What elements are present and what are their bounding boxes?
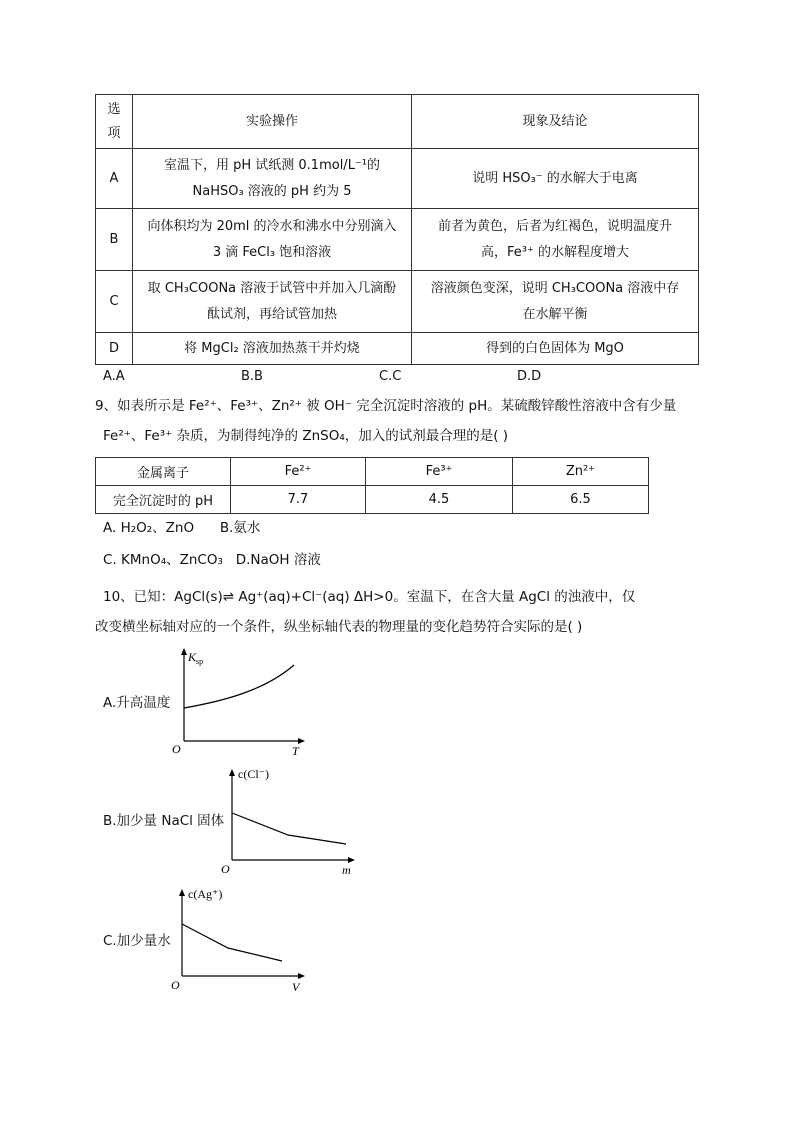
table-row <box>96 209 699 271</box>
table-cell: Zn²⁺ <box>513 458 649 486</box>
row-result <box>412 149 699 209</box>
q8-table <box>95 94 699 365</box>
res-line: 得到的白色固体为 MgO <box>486 340 624 356</box>
table-row <box>96 458 649 486</box>
res-line: 溶液颜色变深，说明 CH₃COONa 溶液中存 <box>430 280 680 296</box>
table-row <box>96 95 699 149</box>
origin-label: O <box>172 742 181 756</box>
table-row <box>96 486 649 514</box>
table-cell: 金属离子 <box>96 458 231 486</box>
y-axis-label: c(Cl⁻) <box>238 767 269 781</box>
x-axis-label: V <box>292 980 300 994</box>
op-line: 取 CH₃COONa 溶液于试管中并加入几滴酚 <box>147 280 397 296</box>
graph-c-label[interactable]: C.加少量水 <box>103 933 171 949</box>
res-line: 前者为黄色，后者为红褐色，说明温度升 <box>437 218 672 234</box>
y-axis-arrow <box>229 769 235 776</box>
row-operation <box>133 209 412 271</box>
q10-stem-line2: 改变横坐标轴对应的一个条件，纵坐标轴代表的物理量的变化趋势符合实际的是( ) <box>95 619 583 635</box>
curve <box>182 924 282 961</box>
res-line: 在水解平衡 <box>522 306 588 322</box>
q9-options-line2[interactable]: C. KMnO₄、ZnCO₃ D.NaOH 溶液 <box>103 552 321 568</box>
q9-options-line1[interactable]: A. H₂O₂、ZnO B.氨水 <box>103 520 261 536</box>
x-axis-arrow <box>298 738 305 744</box>
q8-option-c[interactable]: C.C <box>379 369 402 384</box>
q10-stem-line1: 10、已知：AgCl(s)⇌ Ag⁺(aq)+Cl⁻(aq) ΔH>0。室温下，在含大量 AgCl 的浊液中，仅 <box>103 589 636 605</box>
q8-option-d[interactable]: D.D <box>517 369 542 384</box>
row-operation <box>133 149 412 209</box>
row-option: B <box>96 209 133 271</box>
x-axis-label: T <box>292 744 299 757</box>
curve <box>184 665 294 708</box>
row-result <box>412 209 699 271</box>
q9-stem-line1: 9、如表所示是 Fe²⁺、Fe³⁺、Zn²⁺ 被 OH⁻ 完全沉淀时溶液的 pH。某硫酸锌酸性溶液中含有少量 <box>95 398 677 414</box>
table-row <box>96 333 699 365</box>
op-line: 将 MgCl₂ 溶液加热蒸干并灼烧 <box>184 340 360 356</box>
y-axis-sub: sp <box>196 657 204 666</box>
row-operation <box>133 271 412 333</box>
row-option: C <box>96 271 133 333</box>
header-option: 选 项 <box>96 95 133 149</box>
x-axis-arrow <box>298 973 305 979</box>
table-cell: 6.5 <box>513 486 649 514</box>
op-line: 向体积均为 20ml 的冷水和沸水中分别滴入 <box>147 218 397 234</box>
graph-b-label[interactable]: B.加少量 NaCl 固体 <box>103 813 225 829</box>
row-option: A <box>96 149 133 209</box>
q9-stem-line2: Fe²⁺、Fe³⁺ 杂质，为制得纯净的 ZnSO₄，加入的试剂最合理的是( ) <box>103 428 509 444</box>
x-axis-label: m <box>342 863 351 877</box>
table-cell: Fe²⁺ <box>231 458 366 486</box>
origin-label: O <box>171 978 180 992</box>
q8-option-a[interactable]: A.A <box>103 369 125 384</box>
res-line: 高，Fe³⁺ 的水解程度增大 <box>481 244 629 260</box>
y-axis-arrow <box>179 889 185 896</box>
table-cell: Fe³⁺ <box>366 458 513 486</box>
q9-table <box>95 457 649 514</box>
header-operation: 实验操作 <box>133 95 412 149</box>
row-result <box>412 333 699 365</box>
row-operation <box>133 333 412 365</box>
y-axis-label: c(Ag⁺) <box>188 887 223 901</box>
res-line: 说明 HSO₃⁻ 的水解大于电离 <box>472 170 638 186</box>
row-result <box>412 271 699 333</box>
origin-label: O <box>221 862 230 876</box>
graph-b <box>218 760 358 882</box>
table-row <box>96 149 699 209</box>
op-line: 酞试剂，再给试管加热 <box>206 306 337 322</box>
graph-a <box>168 645 308 757</box>
curve <box>232 813 346 844</box>
row-option: D <box>96 333 133 365</box>
op-line: 3 滴 FeCl₃ 饱和溶液 <box>212 244 332 260</box>
table-cell: 完全沉淀时的 pH <box>96 486 231 514</box>
graph-c <box>168 884 308 996</box>
table-cell: 7.7 <box>231 486 366 514</box>
table-row <box>96 271 699 333</box>
graph-a-label[interactable]: A.升高温度 <box>103 695 171 711</box>
header-result: 现象及结论 <box>412 95 699 149</box>
op-line: NaHSO₃ 溶液的 pH 约为 5 <box>192 183 352 199</box>
q8-option-b[interactable]: B.B <box>241 369 263 384</box>
y-axis-arrow <box>181 648 187 655</box>
y-axis-label: K <box>188 650 197 664</box>
table-cell: 4.5 <box>366 486 513 514</box>
op-line: 室温下，用 pH 试纸测 0.1mol/L⁻¹的 <box>163 157 381 173</box>
